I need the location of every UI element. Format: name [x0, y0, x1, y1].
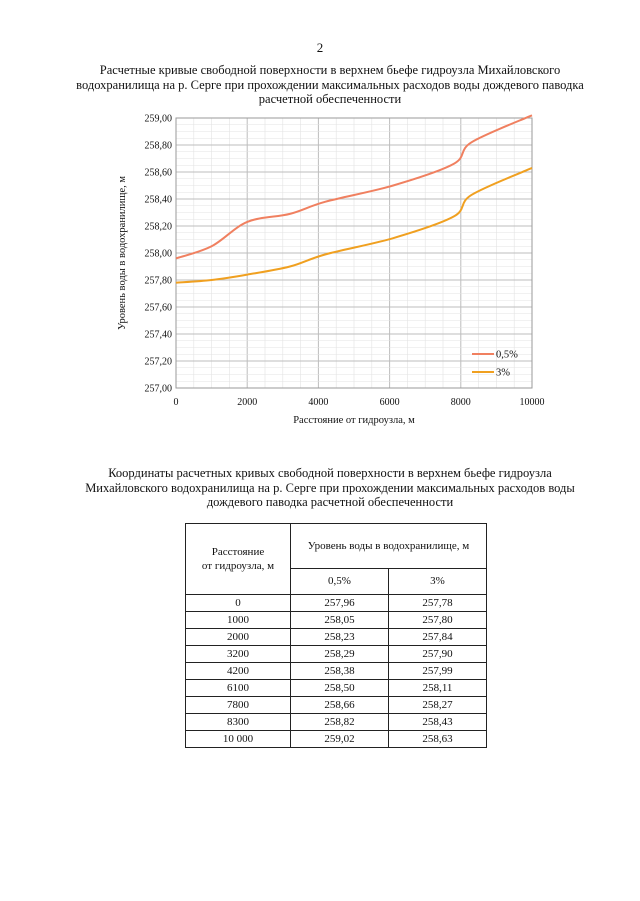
cell-distance: 3200	[186, 646, 291, 663]
table-row	[186, 595, 487, 612]
page-number: 2	[316, 40, 324, 55]
x-tick-label: 0	[173, 397, 179, 408]
cell-level-3: 258,11	[389, 680, 487, 697]
y-tick-label: 258,40	[144, 194, 172, 206]
cell-distance: 1000	[186, 612, 291, 629]
x-tick-label: 10000	[519, 397, 545, 408]
y-tick-label: 257,40	[144, 329, 172, 341]
cell-level-0-5: 259,02	[291, 731, 389, 748]
y-tick-label: 258,80	[144, 140, 172, 152]
cell-level-3: 257,99	[389, 663, 487, 680]
cell-level-0-5: 257,96	[291, 595, 389, 612]
y-tick-label: 257,80	[144, 275, 172, 287]
table-title	[60, 466, 600, 510]
cell-level-3: 258,27	[389, 697, 487, 714]
chart-title-line: Расчетные кривые свободной поверхности в верхнем бьефе гидроузла Михайловского	[99, 63, 561, 77]
table-row	[186, 731, 487, 748]
y-tick-label: 259,00	[144, 113, 172, 125]
cell-level-0-5: 258,05	[291, 612, 389, 629]
coordinates-table	[185, 523, 487, 748]
cell-level-0-5: 258,23	[291, 629, 389, 646]
y-tick-label: 257,20	[144, 356, 172, 368]
header-probability-3: 3%	[389, 569, 487, 595]
chart-title-line: расчетной обеспеченности	[258, 92, 402, 106]
table-title-line: дождевого паводка расчетной обеспеченности	[206, 495, 454, 509]
cell-level-0-5: 258,38	[291, 663, 389, 680]
chart-title-line: водохранилища на р. Серге при прохождении максимальных расходов воды дождевого паводка	[76, 77, 584, 92]
table-row	[186, 646, 487, 663]
cell-level-3: 258,63	[389, 731, 487, 748]
cell-level-3: 257,78	[389, 595, 487, 612]
legend-label: 0,5%	[496, 349, 518, 361]
y-tick-label: 258,60	[144, 167, 172, 179]
x-axis-title: Расстояние от гидроузла, м	[293, 415, 415, 426]
x-tick-label: 2000	[237, 397, 258, 408]
header-water-level: Уровень воды в водохранилище, м	[291, 524, 487, 569]
table-row	[186, 680, 487, 697]
table-title-line: Координаты расчетных кривых свободной поверхности в верхнем бьефе гидроузла	[108, 466, 552, 480]
x-tick-label: 6000	[379, 397, 400, 408]
cell-level-0-5: 258,29	[291, 646, 389, 663]
cell-distance: 8300	[186, 714, 291, 731]
x-tick-label: 4000	[308, 397, 329, 408]
cell-level-3: 257,84	[389, 629, 487, 646]
legend-label: 3%	[496, 367, 510, 379]
y-tick-label: 258,20	[144, 221, 172, 233]
x-tick-label: 8000	[450, 397, 471, 408]
y-tick-label: 257,00	[144, 383, 172, 395]
table-row	[186, 612, 487, 629]
header-distance: Расстояние от гидроузла, м	[186, 524, 291, 595]
cell-level-3: 258,43	[389, 714, 487, 731]
cell-level-0-5: 258,50	[291, 680, 389, 697]
y-tick-label: 257,60	[144, 302, 172, 314]
cell-level-3: 257,90	[389, 646, 487, 663]
cell-distance: 10 000	[186, 731, 291, 748]
cell-distance: 6100	[186, 680, 291, 697]
y-tick-label: 258,00	[144, 248, 172, 260]
cell-distance: 7800	[186, 697, 291, 714]
cell-distance: 0	[186, 595, 291, 612]
table-row	[186, 697, 487, 714]
y-axis-title: Уровень воды в водохранилище, м	[117, 175, 128, 331]
cell-level-3: 257,80	[389, 612, 487, 629]
table-row	[186, 663, 487, 680]
cell-distance: 2000	[186, 629, 291, 646]
table-title-line: Михайловского водохранилища на р. Серге при прохождении максимальных расходов воды	[85, 480, 575, 495]
cell-distance: 4200	[186, 663, 291, 680]
table-row	[186, 714, 487, 731]
header-probability-0-5: 0,5%	[291, 569, 389, 595]
water-level-chart	[0, 0, 640, 440]
cell-level-0-5: 258,66	[291, 697, 389, 714]
cell-level-0-5: 258,82	[291, 714, 389, 731]
table-row	[186, 629, 487, 646]
